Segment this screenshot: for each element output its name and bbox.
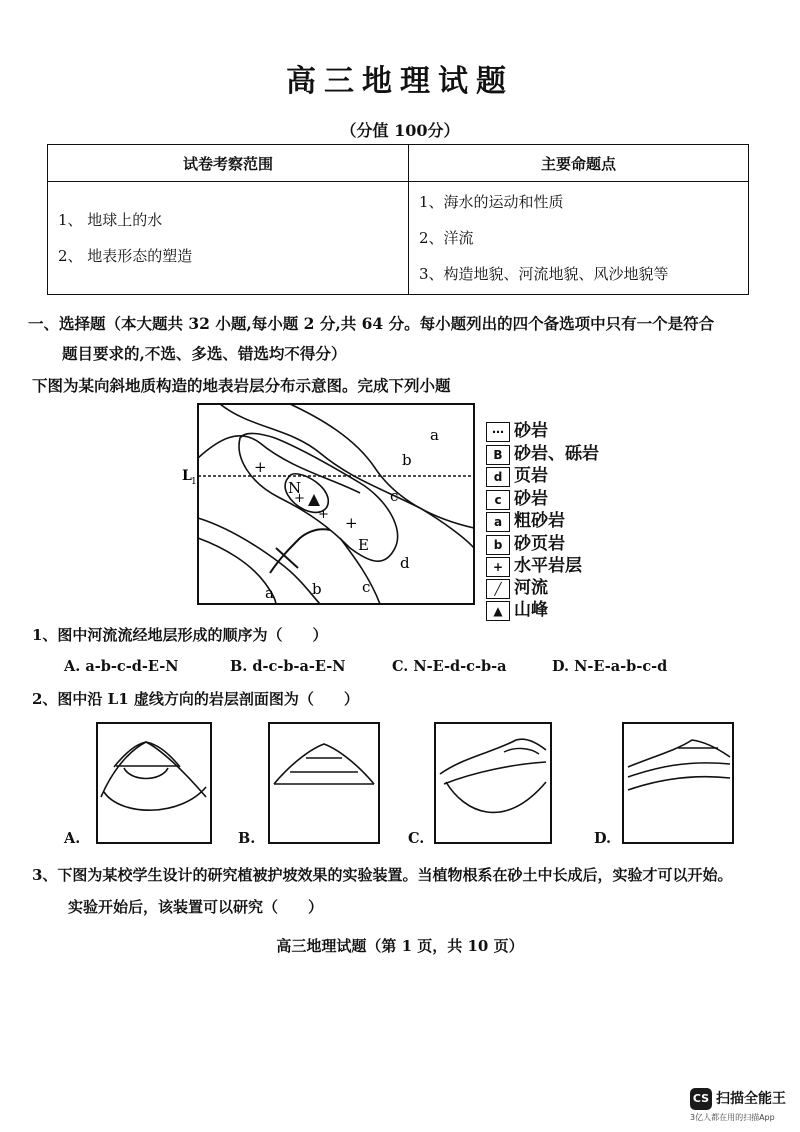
- scope-cell: [48, 182, 409, 295]
- q1-option-d[interactable]: D. N-E-a-b-c-d: [552, 658, 668, 675]
- q2-option-d[interactable]: D.: [594, 830, 612, 847]
- scope-item: 2、 地表形态的塑造: [58, 247, 193, 265]
- plus-mark: +: [254, 458, 267, 476]
- legend-swatch: ▲: [486, 601, 510, 621]
- question-intro: 下图为某向斜地质构造的地表岩层分布示意图。完成下列小题: [32, 376, 451, 395]
- page-title: 高三地理试题: [286, 64, 514, 99]
- legend-label: 粗砂岩: [514, 511, 565, 531]
- scanner-logo-icon: CS: [690, 1088, 712, 1110]
- scanner-tagline: 3亿人都在用的扫描App: [690, 1113, 775, 1122]
- question-1-stem: 1、图中河流流经地层形成的顺序为（ ）: [32, 626, 328, 644]
- scope-item: 1、 地球上的水: [58, 211, 163, 229]
- point-item: 3、构造地貌、河流地貌、风沙地貌等: [419, 265, 669, 283]
- l1-label: L: [182, 468, 192, 484]
- legend-label: 砂页岩: [514, 534, 565, 554]
- plus-mark: +: [345, 514, 358, 532]
- plus-mark: +: [294, 491, 305, 506]
- profile-d: [622, 722, 734, 844]
- question-3-stem-cont: 实验开始后，该装置可以研究（ ）: [68, 898, 324, 916]
- label-a-top: a: [430, 426, 439, 444]
- section-heading-cont: 题目要求的,不选、多选、错选均不得分）: [62, 344, 347, 363]
- legend-swatch: b: [486, 535, 510, 555]
- legend-item: [486, 416, 548, 442]
- legend-label: 河流: [514, 578, 548, 598]
- peak-icon: [308, 494, 320, 506]
- legend-label: 砂岩: [514, 489, 548, 509]
- q2-option-c[interactable]: C.: [408, 830, 425, 847]
- label-c-bottom: c: [362, 578, 371, 596]
- question-3-stem: 3、下图为某校学生设计的研究植被护坡效果的实验装置。当植物根系在砂土中长成后，实验才可以开始。: [32, 866, 733, 884]
- scanner-app-name: 扫描全能王: [716, 1091, 786, 1107]
- legend-item: [486, 461, 548, 487]
- label-N: N: [288, 479, 302, 497]
- legend-swatch: d: [486, 467, 510, 487]
- legend-swatch: ╱: [486, 579, 510, 599]
- question-2-stem: 2、图中沿 L1 虚线方向的岩层剖面图为（ ）: [32, 690, 359, 708]
- label-a-bottom: a: [265, 584, 274, 602]
- legend-item: [486, 506, 565, 532]
- q1-option-a[interactable]: A. a-b-c-d-E-N: [64, 658, 179, 675]
- point-item: 1、海水的运动和性质: [419, 193, 564, 211]
- profile-b: [268, 722, 380, 844]
- legend-swatch: c: [486, 490, 510, 510]
- plus-mark: +: [318, 507, 329, 522]
- section-heading: 一、选择题（本大题共 32 小题,每小题 2 分,共 64 分。每小题列出的四个备选项中只有一个是符合: [28, 314, 715, 333]
- label-d: d: [400, 554, 410, 572]
- profile-a: [96, 722, 212, 844]
- points-header: 主要命题点: [409, 145, 749, 182]
- q1-option-c[interactable]: C. N-E-d-c-b-a: [392, 658, 507, 675]
- boundary-lower-a: [198, 518, 320, 604]
- label-c-mid: c: [390, 487, 399, 505]
- points-cell: [409, 182, 749, 295]
- legend-swatch: +: [486, 557, 510, 577]
- legend-label: 砂岩、砾岩: [514, 444, 599, 464]
- scope-header: 试卷考察范围: [48, 145, 409, 182]
- page-footer: 高三地理试题（第 1 页，共 10 页）: [276, 937, 524, 955]
- l1-subscript: 1: [191, 477, 197, 487]
- q2-option-b[interactable]: B.: [238, 830, 256, 847]
- q2-option-a[interactable]: A.: [64, 830, 81, 847]
- label-E: E: [358, 536, 369, 554]
- legend-swatch: ⋯: [486, 422, 510, 442]
- geologic-map: [180, 398, 480, 610]
- legend-label: 山峰: [514, 600, 548, 620]
- legend-label: 砂岩: [514, 421, 548, 441]
- label-b-top: b: [402, 451, 412, 469]
- label-b-bottom: b: [312, 580, 322, 598]
- scope-table: [47, 144, 749, 295]
- profile-c: [434, 722, 552, 844]
- legend-label: 页岩: [514, 466, 548, 486]
- legend-swatch: a: [486, 512, 510, 532]
- point-item: 2、洋流: [419, 229, 474, 247]
- legend-swatch: B: [486, 445, 510, 465]
- legend-item: [486, 595, 548, 621]
- legend-label: 水平岩层: [514, 556, 582, 576]
- score-note: （分值 100分）: [340, 121, 460, 140]
- q1-option-b[interactable]: B. d-c-b-a-E-N: [230, 658, 346, 675]
